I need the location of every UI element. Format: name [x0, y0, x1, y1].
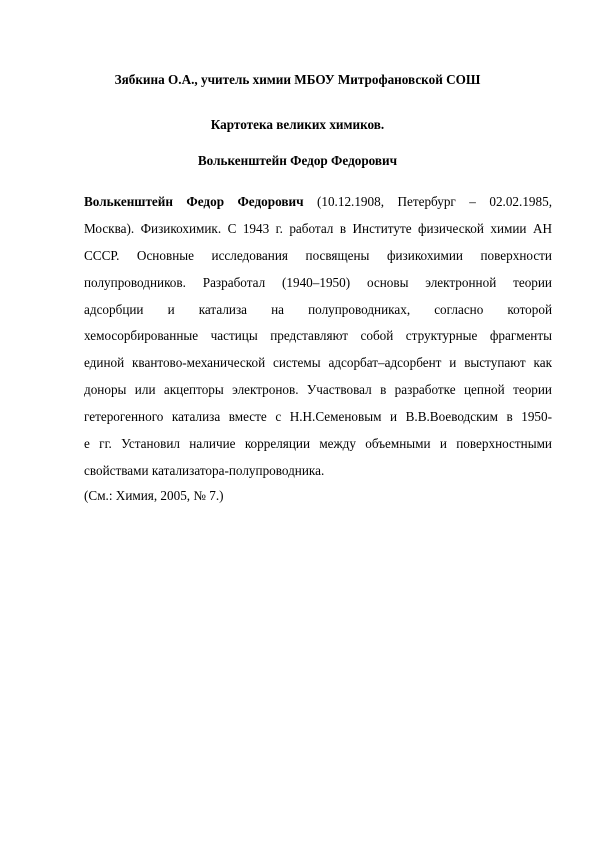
biography-line: свойствами катализатора-полупроводника. — [84, 462, 325, 478]
biography-line: гетерогенного катализа вместе с Н.Н.Семеновым и В.В.Воеводским в 1950- — [84, 409, 552, 425]
biography-line: адсорбции и катализа на полупроводниках, согласно которой — [84, 301, 552, 317]
biography-line-text: (10.12.1908, Петербург – 02.02.1985, — [303, 194, 552, 209]
biography-paragraph — [84, 189, 552, 485]
biography-line: е гг. Установил наличие корреляции между объемными и поверхностными — [84, 436, 552, 452]
biography-lead-name: Волькенштейн Федор Федорович — [84, 194, 304, 209]
biography-line: полупроводников. Разработал (1940–1950) основы электронной теории — [84, 274, 552, 290]
biography-line: СССР. Основные исследования посвящены физикохимии поверхности — [84, 247, 552, 263]
source-citation: (См.: Химия, 2005, № 7.) — [84, 488, 224, 503]
biography-line: доноры или акцепторы электронов. Участвовал в разработке цепной теории — [84, 382, 552, 398]
author-line: Зябкина О.А., учитель химии МБОУ Митрофановской СОШ — [114, 72, 481, 87]
biography-line — [84, 189, 552, 216]
biography-line: единой квантово-механической системы адсорбат–адсорбент и выступают как — [84, 355, 552, 371]
biography-line: хемосорбированные частицы представляют собой структурные фрагменты — [84, 328, 552, 344]
chemist-name-heading: Волькенштейн Федор Федорович — [197, 153, 398, 168]
biography-line: Москва). Физикохимик. С 1943 г. работал в Институте физической химии АН — [84, 220, 552, 236]
document-title: Картотека великих химиков. — [210, 117, 385, 132]
